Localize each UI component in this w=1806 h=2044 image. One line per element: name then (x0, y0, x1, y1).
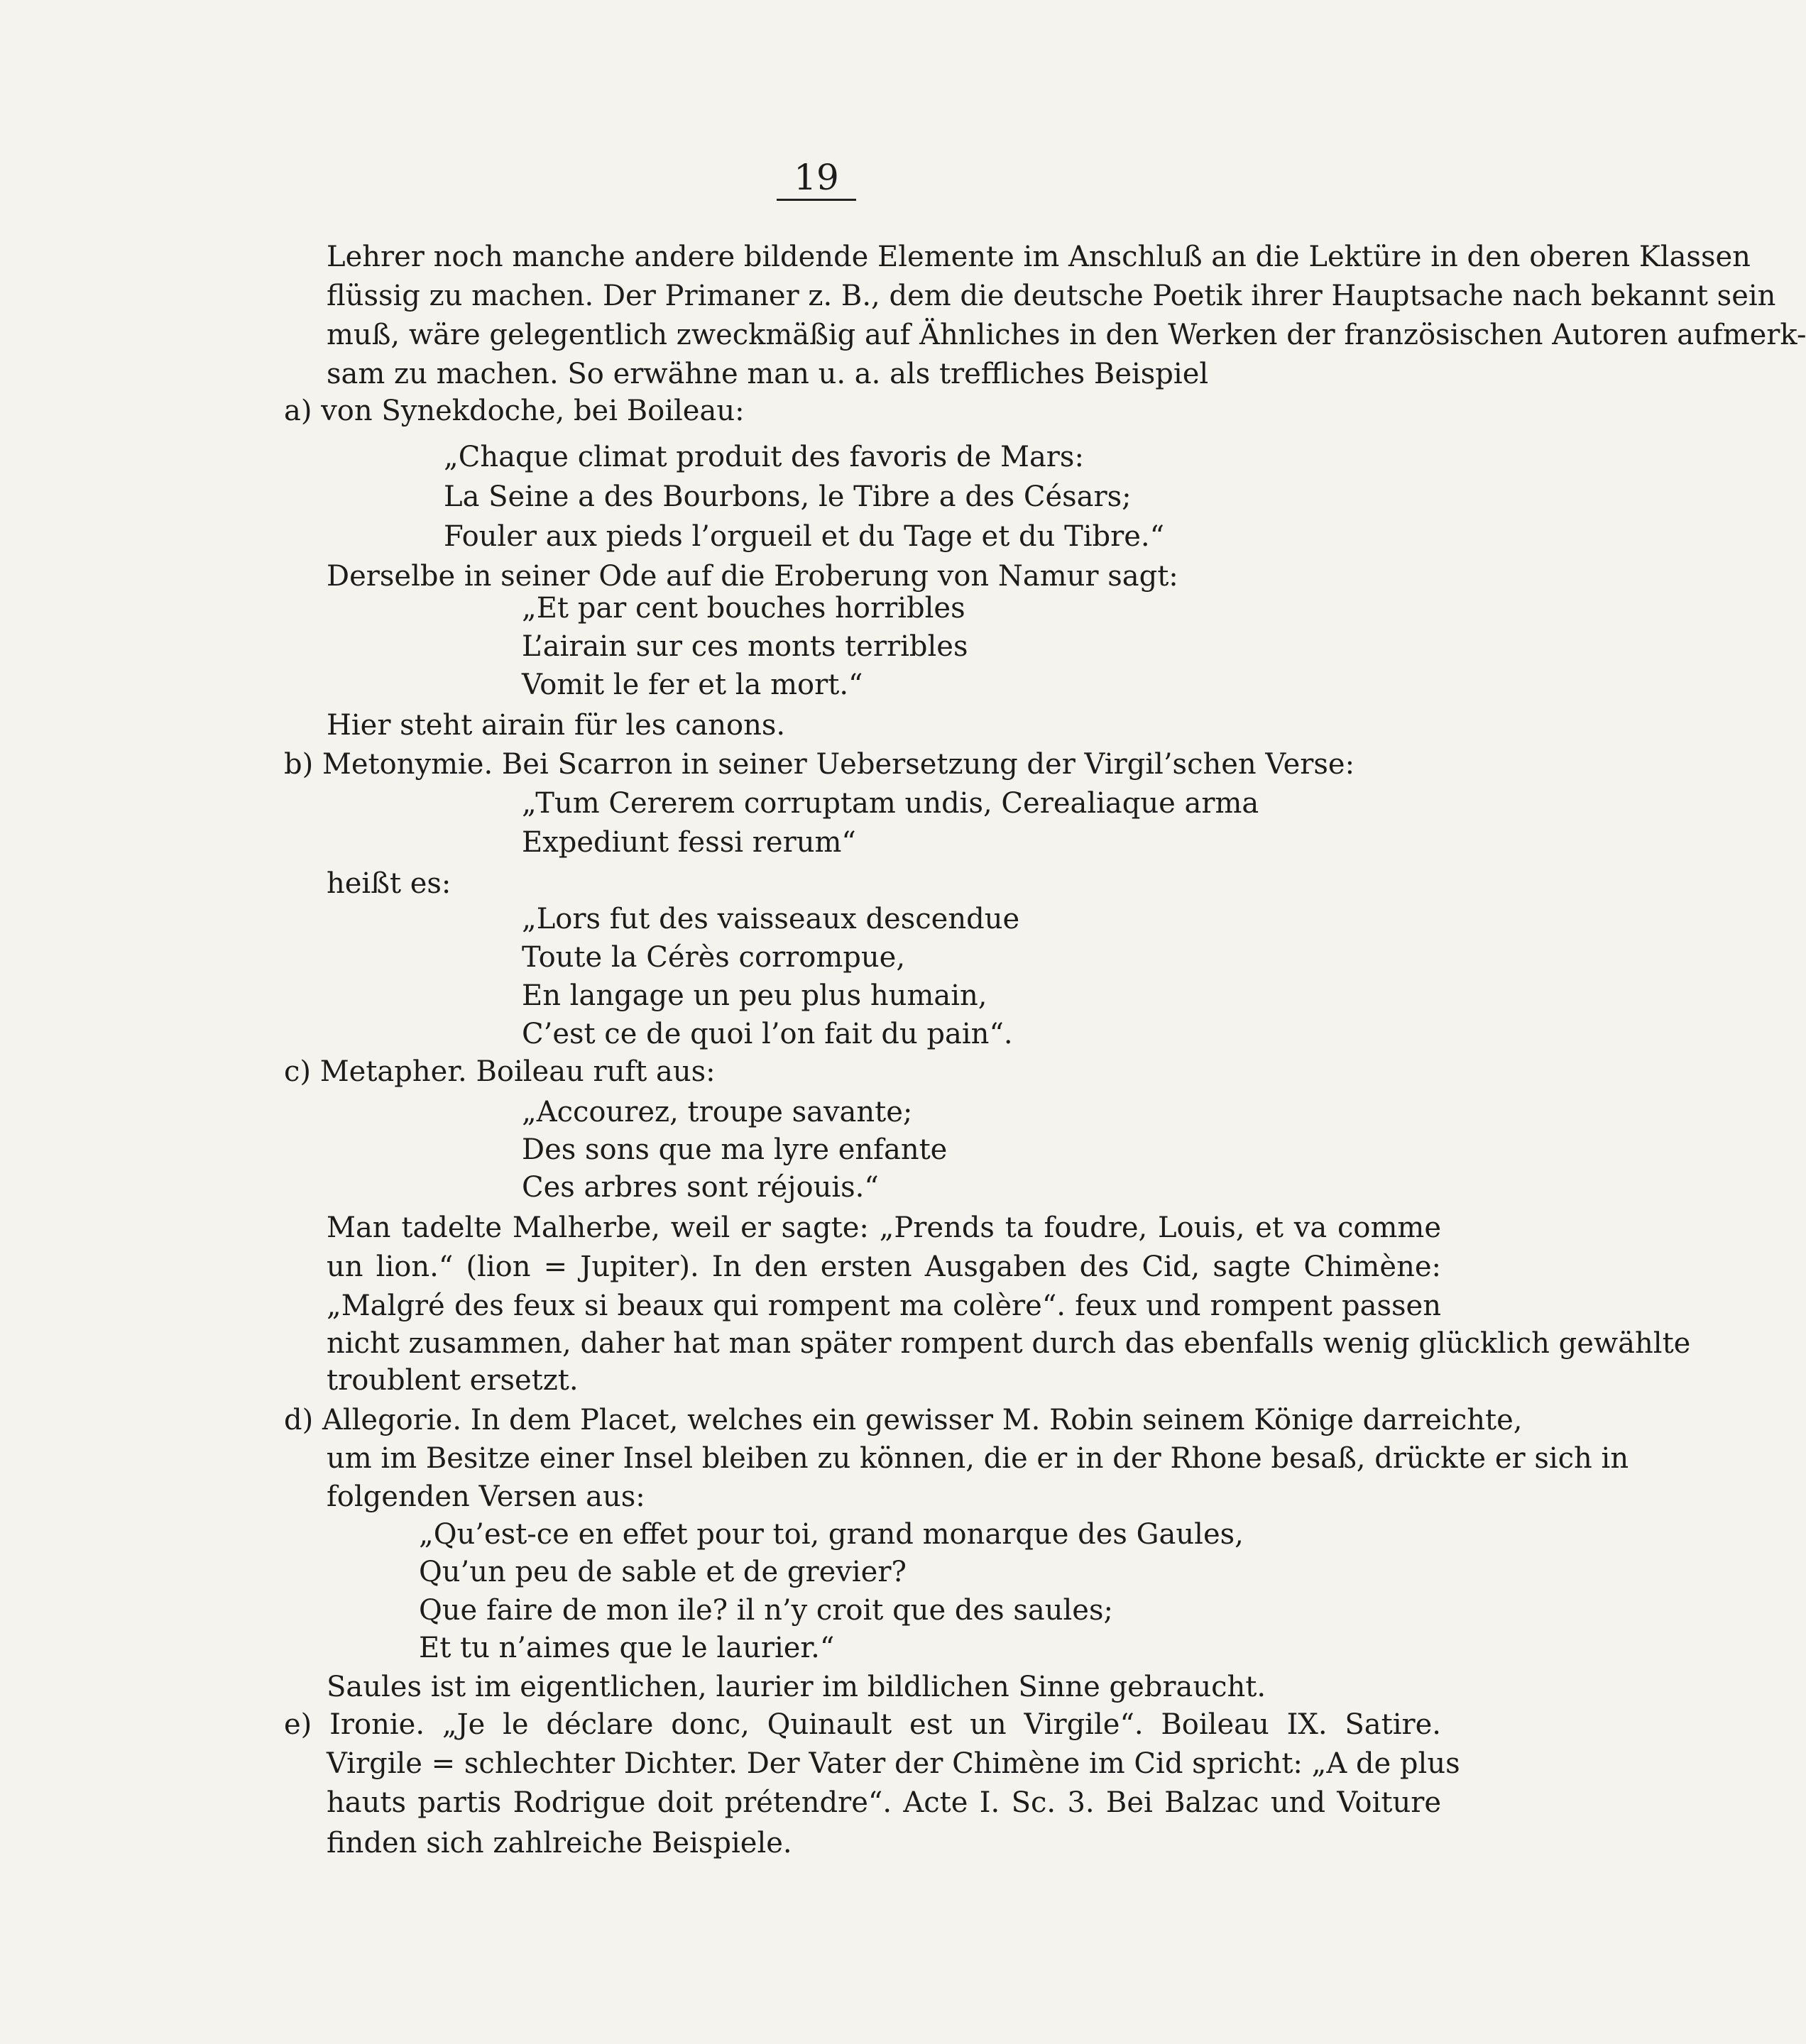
verse-line: Toute la Cérès corrompue, (522, 941, 906, 974)
text-line: Derselbe in seiner Ode auf die Eroberung von Namur sagt: (327, 560, 1178, 593)
verse-line: Ces arbres sont réjouis.“ (522, 1171, 879, 1204)
verse-line: „Accourez, troupe savante; (522, 1096, 913, 1128)
text-line: Man tadelte Malherbe, weil er sagte: „Prends ta foudre, Louis, et va comme (327, 1211, 1441, 1244)
page-number: 19 (794, 157, 839, 198)
text-line: Hier steht airain für les canons. (327, 709, 786, 742)
verse-line: Des sons que ma lyre enfante (522, 1133, 948, 1166)
text-line: sam zu machen. So erwähne man u. a. als treffliches Beispiel (327, 358, 1209, 390)
verse-line: „Tum Cererem corruptam undis, Cerealiaque arma (522, 787, 1259, 820)
text-line: flüssig zu machen. Der Primaner z. B., dem die deutsche Poetik ihrer Hauptsache nach bekannt sein (327, 280, 1776, 312)
text-line: troublent ersetzt. (327, 1364, 579, 1397)
text-line: Virgile = schlechter Dichter. Der Vater der Chimène im Cid spricht: „A de plus (327, 1747, 1460, 1780)
verse-line: „Chaque climat produit des favoris de Mars: (444, 441, 1084, 473)
text-line: Saules ist im eigentlichen, laurier im bildlichen Sinne gebraucht. (327, 1671, 1266, 1703)
text-line: muß, wäre gelegentlich zweckmäßig auf Ähnliches in den Werken der französischen Autoren aufmerk- (327, 319, 1806, 351)
verse-line: En langage un peu plus humain, (522, 979, 987, 1012)
page-number-underline (777, 199, 856, 201)
verse-line: Et tu n’aimes que le laurier.“ (419, 1632, 835, 1664)
text-line: um im Besitze einer Insel bleiben zu können, die er in der Rhone besaß, drückte er sich in (327, 1442, 1629, 1475)
section-heading-a: a) von Synekdoche, bei Boileau: (284, 395, 745, 427)
text-line: nicht zusammen, daher hat man später rompent durch das ebenfalls wenig glücklich gewählte (327, 1327, 1691, 1360)
section-heading-d: d) Allegorie. In dem Placet, welches ein gewisser M. Robin seinem Könige darreichte, (284, 1404, 1523, 1436)
verse-line: C’est ce de quoi l’on fait du pain“. (522, 1018, 1013, 1050)
verse-line: Qu’un peu de sable et de grevier? (419, 1556, 907, 1588)
verse-line: „Qu’est-ce en effet pour toi, grand monarque des Gaules, (419, 1518, 1244, 1551)
verse-line: „Lors fut des vaisseaux descendue (522, 903, 1020, 935)
verse-line: La Seine a des Bourbons, le Tibre a des Césars; (444, 480, 1132, 513)
text-line: folgenden Versen aus: (327, 1480, 645, 1513)
verse-line: Fouler aux pieds l’orgueil et du Tage et du Tibre.“ (444, 520, 1165, 553)
text-line: Lehrer noch manche andere bildende Elemente im Anschluß an die Lektüre in den oberen Klassen (327, 241, 1751, 273)
verse-line: Que faire de mon ile? il n’y croit que des saules; (419, 1594, 1113, 1627)
section-heading-b: b) Metonymie. Bei Scarron in seiner Uebersetzung der Virgil’schen Verse: (284, 748, 1355, 781)
verse-line: L’airain sur ces monts terribles (522, 630, 968, 663)
verse-line: Expediunt fessi rerum“ (522, 826, 856, 859)
text-line: un lion.“ (lion = Jupiter). In den ersten Ausgaben des Cid, sagte Chimène: (327, 1251, 1441, 1283)
verse-line: „Et par cent bouches horribles (522, 592, 965, 625)
section-heading-c: c) Metapher. Boileau ruft aus: (284, 1055, 716, 1088)
text-line: hauts partis Rodrigue doit prétendre“. Acte I. Sc. 3. Bei Balzac und Voiture (327, 1786, 1441, 1819)
section-heading-e: e) Ironie. „Je le déclare donc, Quinault est un Virgile“. Boileau IX. Satire. (284, 1708, 1441, 1741)
text-line: finden sich zahlreiche Beispiele. (327, 1827, 792, 1859)
text-line: heißt es: (327, 867, 452, 900)
verse-line: Vomit le fer et la mort.“ (522, 669, 863, 701)
text-line: „Malgré des feux si beaux qui rompent ma colère“. feux und rompent passen (327, 1290, 1441, 1322)
